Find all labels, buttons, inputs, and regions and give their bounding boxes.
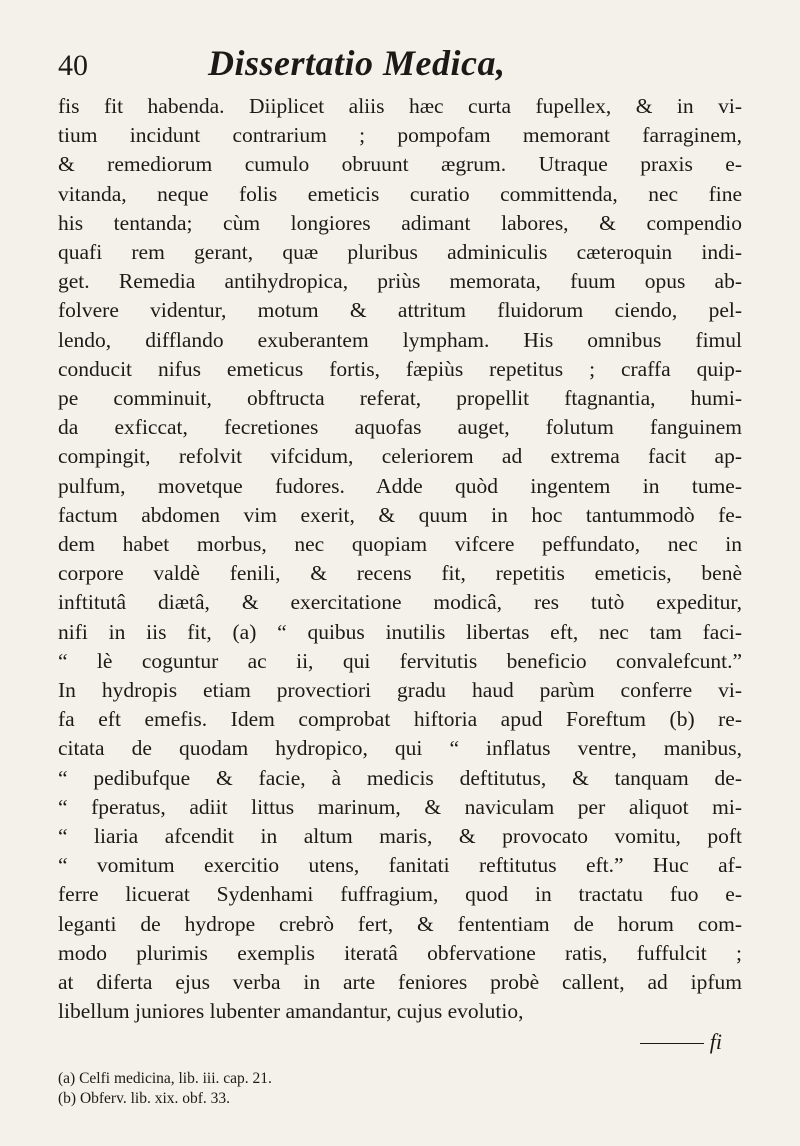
footnote-a: (a) Celfi medicina, lib. iii. cap. 21.: [58, 1069, 272, 1087]
footnotes: [58, 1069, 742, 1109]
text-line: “ liaria afcendit in altum maris, & provocato vomitu, poft: [58, 824, 742, 849]
text-line: nifi in iis fit, (a) “ quibus inutilis libertas eft, nec tam faci-: [58, 619, 742, 644]
text-line: lendo, difflando exuberantem lympham. His omnibus fimul: [58, 327, 742, 352]
catchword: fi: [709, 1028, 722, 1054]
text-line: corpore valdè fenili, & recens fit, repetitis emeticis, benè: [58, 561, 742, 586]
text-line: tium incidunt contrarium ; pompofam memorant farraginem,: [58, 123, 742, 148]
text-line: compingit, refolvit vifcidum, celeriorem ad extrema facit ap-: [58, 444, 742, 469]
text-line: leganti de hydrope crebrò fert, & fententiam de horum com-: [58, 911, 742, 936]
text-line: conducit nifus emeticus fortis, fæpiùs repetitus ; craffa quip-: [58, 356, 742, 381]
text-line: fis fit habenda. Diiplicet aliis hæc curta fupellex, & in vi-: [58, 94, 742, 118]
text-line: factum abdomen vim exerit, & quum in hoc tantummodò fe-: [58, 502, 742, 527]
text-line: inftitutâ diætâ, & exercitatione modicâ, res tutò expeditur,: [58, 590, 742, 615]
text-line: quafi rem gerant, quæ pluribus adminiculis cæteroquin indi-: [58, 240, 742, 265]
body-text: [58, 92, 742, 1027]
text-line: get. Remedia antihydropica, priùs memorata, fuum opus ab-: [58, 269, 742, 294]
text-line: “ fperatus, adiit littus marinum, & naviculam per aliquot mi-: [58, 794, 742, 819]
footnote-b: (b) Obferv. lib. xix. obf. 33.: [58, 1089, 231, 1107]
text-line: & remediorum cumulo obruunt ægrum. Utraque praxis e-: [58, 152, 742, 177]
text-line: modo plurimis exemplis iteratâ obfervatione ratis, fuffulcit ;: [58, 940, 742, 965]
text-line: his tentanda; cùm longiores adimant labores, & compendio: [58, 210, 742, 235]
text-line: pulfum, movetque fudores. Adde quòd ingentem in tume-: [58, 473, 742, 498]
text-line: folvere videntur, motum & attritum fluidorum ciendo, pel-: [58, 298, 742, 323]
catchword-row: [58, 1029, 742, 1055]
page-header: [58, 42, 742, 86]
text-line: fa eft emefis. Idem comprobat hiftoria apud Foreftum (b) re-: [58, 707, 742, 732]
text-line: libellum juniores lubenter amandantur, cujus evolutio,: [58, 999, 524, 1024]
text-line: ferre licuerat Sydenhami fuffragium, quod in tractatu fuo e-: [58, 882, 742, 907]
catchword-rule: [640, 1043, 704, 1044]
text-line: In hydropis etiam provectiori gradu haud parùm conferre vi-: [58, 678, 742, 703]
text-line: at diferta ejus verba in arte feniores probè callent, ad ipfum: [58, 970, 742, 995]
text-line: dem habet morbus, nec quopiam vifcere peffundato, nec in: [58, 532, 742, 557]
text-line: “ pedibufque & facie, à medicis deftitutus, & tanquam de-: [58, 765, 742, 790]
page-number: 40: [58, 49, 88, 82]
text-line: “ vomitum exercitio utens, fanitati reftitutus eft.” Huc af-: [58, 853, 742, 878]
text-line: “ lè coguntur ac ii, qui fervitutis beneficio convalefcunt.”: [58, 648, 742, 673]
running-title: Dissertatio Medica,: [208, 43, 506, 83]
text-line: citata de quodam hydropico, qui “ inflatus ventre, manibus,: [58, 736, 742, 761]
text-line: pe comminuit, obftructa referat, propellit ftagnantia, humi-: [58, 386, 742, 411]
text-line: da exficcat, fecretiones aquofas auget, folutum fanguinem: [58, 415, 742, 440]
text-line: vitanda, neque folis emeticis curatio committenda, nec fine: [58, 181, 742, 206]
